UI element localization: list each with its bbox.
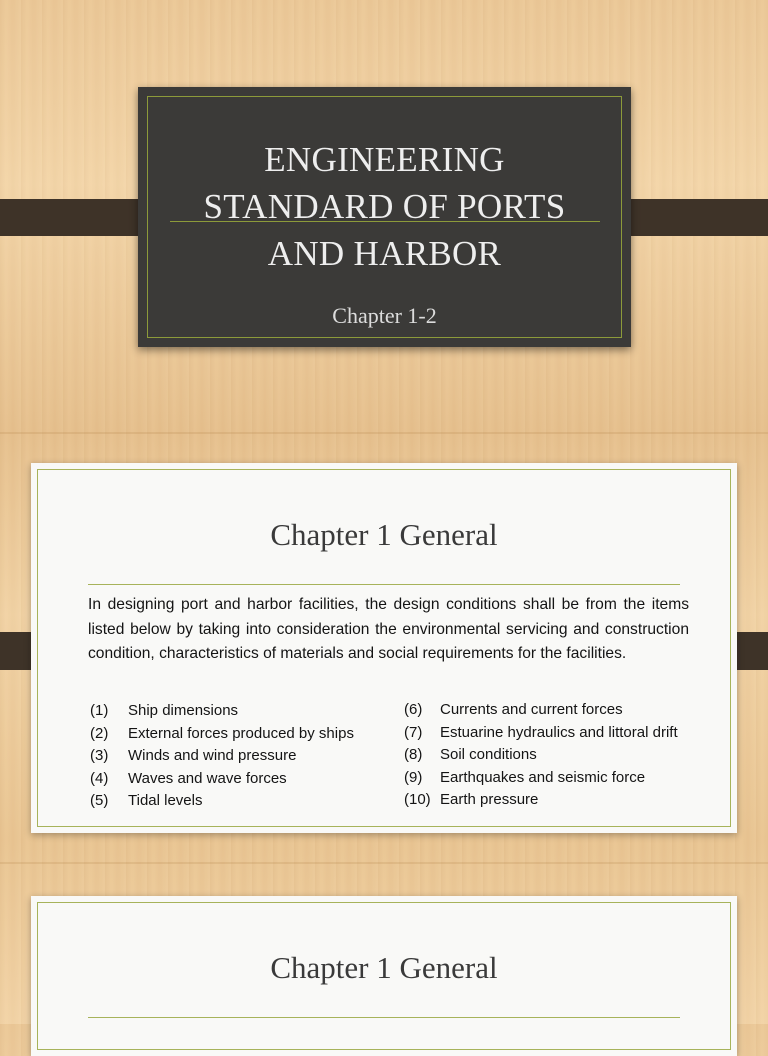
list-item-number: (3) (90, 747, 109, 765)
list-item-text: Currents and current forces (440, 701, 623, 718)
title-line-1: ENGINEERING (264, 140, 505, 179)
list-item-number: (9) (404, 768, 423, 786)
title-line-2: STANDARD OF PORTS (203, 187, 566, 226)
slide2-list-left (90, 700, 390, 813)
list-item-text: Waves and wave forces (128, 769, 287, 787)
list-item-number: (6) (404, 701, 423, 718)
list-item-number: (4) (90, 769, 109, 787)
slide2-paragraph: In designing port and harbor facilities, the design conditions shall be from the items listed below by taking into consideration the environmental servicing and construction condition, characteristics of materials and social requirements for the facilities. (88, 596, 689, 662)
list-item-text: Soil conditions (440, 746, 537, 764)
list-item-text: Earthquakes and seismic force (440, 768, 646, 786)
list-item-number: (1) (90, 702, 109, 719)
list-item-number: (10) (404, 791, 431, 809)
list-item (404, 699, 704, 722)
list-item (404, 789, 704, 812)
slide2-heading-rule (88, 584, 680, 585)
title-line-3: AND HARBOR (267, 234, 502, 273)
slide3-heading-rule (88, 1017, 680, 1018)
list-item (90, 723, 390, 746)
list-item (90, 700, 390, 723)
list-item-text: Estuarine hydraulics and littoral drift (440, 723, 678, 741)
slide1-left-strap (0, 199, 156, 236)
list-item-text: Ship dimensions (128, 702, 239, 719)
list-item-number: (7) (404, 723, 423, 741)
list-item (90, 768, 390, 791)
list-item-number: (8) (404, 746, 423, 764)
list-item-number: (5) (90, 792, 109, 810)
list-item (404, 744, 704, 767)
list-item (404, 767, 704, 790)
list-item (90, 790, 390, 813)
slide1-right-strap (613, 199, 768, 236)
list-item-text: External forces produced by ships (128, 724, 354, 742)
list-item-text: Earth pressure (440, 791, 539, 809)
slide1-subtitle: Chapter 1-2 (332, 303, 437, 328)
slide2-heading: Chapter 1 General (270, 517, 498, 552)
slide1-title (138, 136, 631, 277)
list-item (90, 745, 390, 768)
list-item (404, 722, 704, 745)
list-item-text: Tidal levels (128, 792, 203, 810)
slide2-list-right (404, 699, 704, 812)
list-item-number: (2) (90, 724, 109, 742)
list-item-text: Winds and wind pressure (128, 747, 297, 765)
slide3-heading: Chapter 1 General (270, 950, 498, 985)
